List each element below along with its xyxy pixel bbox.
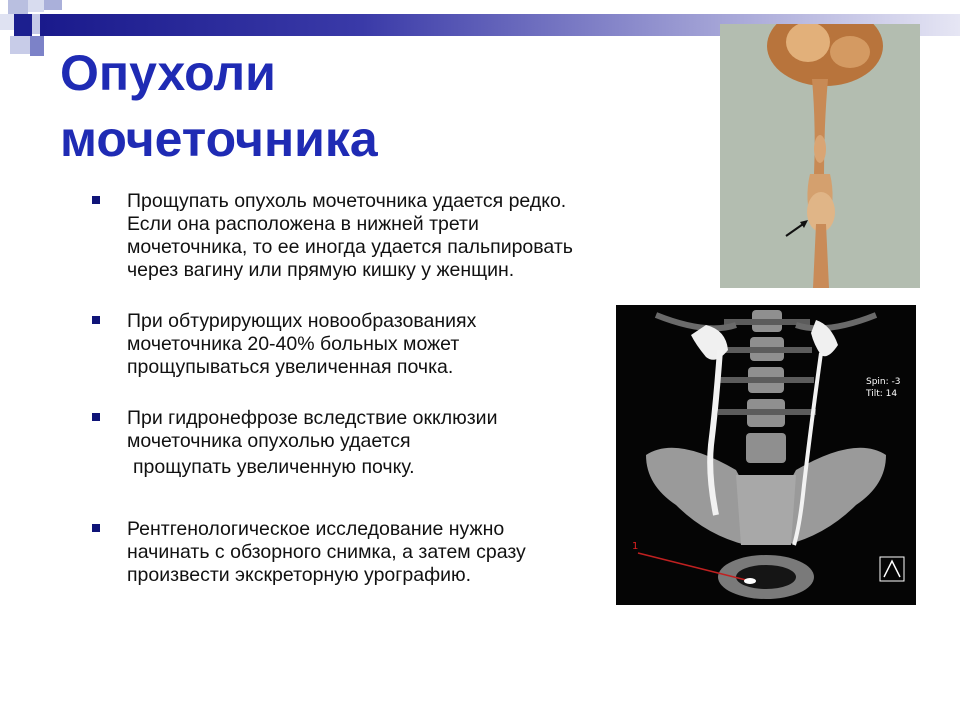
xray-tilt-label: Tilt: 14: [866, 389, 898, 399]
bullet-item: [90, 518, 580, 587]
bullet-item: [90, 310, 580, 379]
xray-marker-number: 1: [632, 541, 639, 552]
decor-square: [30, 36, 44, 56]
square-bullet-icon: [92, 524, 100, 532]
bullet-text: Рентгенологическое исследование нужно начинать с обзорного снимка, а затем сразу произвести экскреторную урографию.: [127, 518, 526, 586]
title-line: мочеточника: [60, 111, 378, 167]
square-bullet-icon: [92, 196, 100, 204]
bullet-item: [90, 190, 580, 282]
specimen-photo: [720, 24, 920, 288]
decor-square: [0, 14, 14, 30]
urography-xray-image: [616, 305, 916, 605]
xray-spin-label: Spin: -3: [866, 377, 901, 387]
slide-title: [60, 40, 620, 172]
bullet-text: Прощупать опухоль мочеточника удается редко. Если она расположена в нижней трети мочеточника, то ее иногда удается пальпировать через вагину или прямую кишку у женщин.: [127, 190, 573, 281]
square-bullet-icon: [92, 316, 100, 324]
decor-square: [44, 0, 62, 10]
title-line: Опухоли: [60, 45, 276, 101]
bullet-text: При обтурирующих новообразованиях мочеточника 20-40% больных может прощупываться увеличенная почка.: [127, 310, 477, 378]
bullet-continuation: прощупать увеличенную почку.: [133, 456, 415, 478]
decor-square: [28, 0, 44, 12]
square-bullet-icon: [92, 413, 100, 421]
bullet-text: При гидронефрозе вследствие окклюзии мочеточника опухолью удается: [127, 407, 498, 452]
decor-square: [14, 14, 32, 36]
decor-square: [10, 36, 30, 54]
bullet-item: [90, 407, 580, 453]
bullet-list: [90, 190, 580, 587]
decor-square: [8, 0, 28, 14]
